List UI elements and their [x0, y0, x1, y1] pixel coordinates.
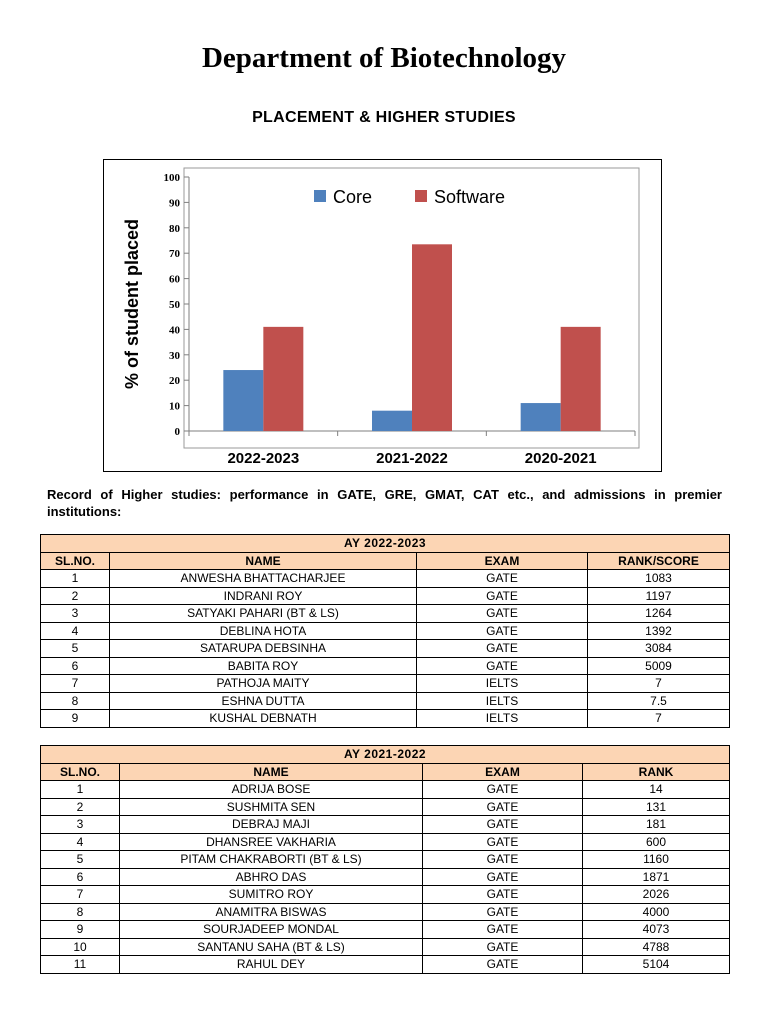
- table-row: [41, 938, 730, 956]
- column-header-name: NAME: [110, 552, 417, 570]
- cell-slno: 9: [41, 921, 120, 939]
- column-header-name: NAME: [120, 763, 423, 781]
- table-row: [41, 570, 730, 588]
- y-tick-label: 40: [169, 324, 180, 337]
- table-ay-2021-2022: [40, 745, 730, 974]
- y-tick-label: 0: [174, 426, 180, 438]
- table-row: [41, 587, 730, 605]
- y-tick-label: 20: [169, 375, 180, 388]
- cell-name: SUSHMITA SEN: [120, 798, 423, 816]
- cell-name: ANWESHA BHATTACHARJEE: [110, 570, 417, 588]
- cell-name: DHANSREE VAKHARIA: [120, 833, 423, 851]
- column-header-rank: RANK: [583, 763, 730, 781]
- cell-name: INDRANI ROY: [110, 587, 417, 605]
- cell-exam: IELTS: [417, 710, 588, 728]
- table-title: AY 2022-2023: [41, 535, 730, 553]
- bar-software-2021-2022: [412, 244, 452, 431]
- cell-rank: 131: [583, 798, 730, 816]
- column-header-exam: EXAM: [423, 763, 583, 781]
- table-row: [41, 675, 730, 693]
- cell-slno: 7: [41, 675, 110, 693]
- cell-rank: 7: [588, 675, 730, 693]
- table-row: [41, 851, 730, 869]
- table-row: [41, 657, 730, 675]
- legend-label-core: Core: [333, 187, 373, 207]
- bar-core-2021-2022: [372, 411, 412, 431]
- cell-name: ABHRO DAS: [120, 868, 423, 886]
- cell-name: DEBRAJ MAJI: [120, 816, 423, 834]
- cell-slno: 5: [41, 851, 120, 869]
- cell-rank: 4073: [583, 921, 730, 939]
- x-tick-label: 2022-2023: [227, 450, 300, 467]
- cell-slno: 5: [41, 640, 110, 658]
- column-header-exam: EXAM: [417, 552, 588, 570]
- cell-rank: 1160: [583, 851, 730, 869]
- y-tick-label: 80: [169, 222, 180, 235]
- table-row: [41, 921, 730, 939]
- cell-name: SUMITRO ROY: [120, 886, 423, 904]
- cell-rank: 1871: [583, 868, 730, 886]
- cell-exam: GATE: [423, 956, 583, 974]
- cell-slno: 11: [41, 956, 120, 974]
- cell-rank: 7: [588, 710, 730, 728]
- cell-exam: GATE: [417, 587, 588, 605]
- bar-software-2020-2021: [561, 327, 601, 431]
- cell-rank: 4000: [583, 903, 730, 921]
- cell-slno: 7: [41, 886, 120, 904]
- cell-slno: 4: [41, 622, 110, 640]
- table-row: [41, 903, 730, 921]
- cell-name: SOURJADEEP MONDAL: [120, 921, 423, 939]
- cell-rank: 1197: [588, 587, 730, 605]
- table-row: [41, 605, 730, 623]
- cell-exam: GATE: [417, 657, 588, 675]
- cell-name: SATARUPA DEBSINHA: [110, 640, 417, 658]
- cell-rank: 1083: [588, 570, 730, 588]
- cell-exam: GATE: [417, 622, 588, 640]
- y-tick-label: 50: [169, 299, 180, 311]
- cell-exam: GATE: [423, 798, 583, 816]
- cell-slno: 9: [41, 710, 110, 728]
- table-row: [41, 956, 730, 974]
- cell-exam: IELTS: [417, 675, 588, 693]
- cell-exam: GATE: [423, 816, 583, 834]
- y-tick-label: 60: [169, 273, 180, 286]
- table-row: [41, 710, 730, 728]
- bar-core-2020-2021: [521, 403, 561, 431]
- cell-slno: 8: [41, 692, 110, 710]
- table-row: [41, 640, 730, 658]
- cell-exam: GATE: [417, 570, 588, 588]
- cell-rank: 14: [583, 781, 730, 799]
- bar-core-2022-2023: [223, 370, 263, 431]
- y-axis-label: % of student placed: [122, 218, 142, 390]
- table-title: AY 2021-2022: [41, 746, 730, 764]
- cell-exam: GATE: [423, 938, 583, 956]
- table-row: [41, 886, 730, 904]
- column-header-rank-score: RANK/SCORE: [588, 552, 730, 570]
- placement-chart: [103, 159, 662, 472]
- table-ay-2022-2023: [40, 534, 730, 728]
- y-tick-label: 90: [169, 197, 180, 210]
- cell-rank: 1392: [588, 622, 730, 640]
- table-row: [41, 816, 730, 834]
- cell-rank: 2026: [583, 886, 730, 904]
- column-header-slno: SL.NO.: [41, 552, 110, 570]
- cell-exam: GATE: [423, 781, 583, 799]
- table-row: [41, 692, 730, 710]
- cell-rank: 1264: [588, 605, 730, 623]
- x-tick-label: 2021-2022: [376, 450, 448, 467]
- cell-rank: 3084: [588, 640, 730, 658]
- cell-rank: 5104: [583, 956, 730, 974]
- cell-exam: GATE: [423, 868, 583, 886]
- y-tick-label: 10: [169, 400, 180, 413]
- legend-swatch-software: [415, 190, 427, 202]
- cell-slno: 3: [41, 605, 110, 623]
- legend-swatch-core: [314, 190, 326, 202]
- cell-exam: GATE: [417, 640, 588, 658]
- placement-chart-svg: [104, 160, 663, 473]
- cell-exam: GATE: [417, 605, 588, 623]
- cell-slno: 8: [41, 903, 120, 921]
- cell-exam: GATE: [423, 903, 583, 921]
- bar-software-2022-2023: [263, 327, 303, 431]
- cell-rank: 181: [583, 816, 730, 834]
- y-tick-label: 70: [169, 248, 180, 261]
- page-subtitle: PLACEMENT & HIGHER STUDIES: [252, 109, 516, 126]
- cell-name: ESHNA DUTTA: [110, 692, 417, 710]
- cell-name: SATYAKI PAHARI (BT & LS): [110, 605, 417, 623]
- page-title: Department of Biotechnology: [201, 42, 567, 74]
- table-row: [41, 781, 730, 799]
- table-row: [41, 798, 730, 816]
- cell-name: DEBLINA HOTA: [110, 622, 417, 640]
- cell-name: BABITA ROY: [110, 657, 417, 675]
- cell-name: SANTANU SAHA (BT & LS): [120, 938, 423, 956]
- cell-slno: 1: [41, 570, 110, 588]
- table-row: [41, 868, 730, 886]
- cell-slno: 6: [41, 868, 120, 886]
- cell-slno: 3: [41, 816, 120, 834]
- cell-exam: GATE: [423, 921, 583, 939]
- cell-slno: 2: [41, 587, 110, 605]
- cell-name: PATHOJA MAITY: [110, 675, 417, 693]
- cell-slno: 4: [41, 833, 120, 851]
- cell-name: ANAMITRA BISWAS: [120, 903, 423, 921]
- cell-exam: GATE: [423, 833, 583, 851]
- cell-exam: IELTS: [417, 692, 588, 710]
- table-row: [41, 833, 730, 851]
- cell-name: ADRIJA BOSE: [120, 781, 423, 799]
- cell-rank: 4788: [583, 938, 730, 956]
- cell-slno: 6: [41, 657, 110, 675]
- cell-rank: 600: [583, 833, 730, 851]
- cell-slno: 1: [41, 781, 120, 799]
- legend-label-software: Software: [434, 187, 506, 207]
- cell-slno: 2: [41, 798, 120, 816]
- y-tick-label: 100: [163, 172, 180, 184]
- y-tick-label: 30: [169, 349, 180, 362]
- cell-exam: GATE: [423, 851, 583, 869]
- higher-studies-intro: Record of Higher studies: performance in GATE, GRE, GMAT, CAT etc., and admissions in premier institutions:: [47, 487, 722, 519]
- cell-name: RAHUL DEY: [120, 956, 423, 974]
- table-row: [41, 622, 730, 640]
- cell-exam: GATE: [423, 886, 583, 904]
- x-tick-label: 2020-2021: [524, 450, 597, 467]
- cell-name: PITAM CHAKRABORTI (BT & LS): [120, 851, 423, 869]
- cell-slno: 10: [41, 938, 120, 956]
- column-header-slno: SL.NO.: [41, 763, 120, 781]
- cell-rank: 7.5: [588, 692, 730, 710]
- cell-rank: 5009: [588, 657, 730, 675]
- cell-name: KUSHAL DEBNATH: [110, 710, 417, 728]
